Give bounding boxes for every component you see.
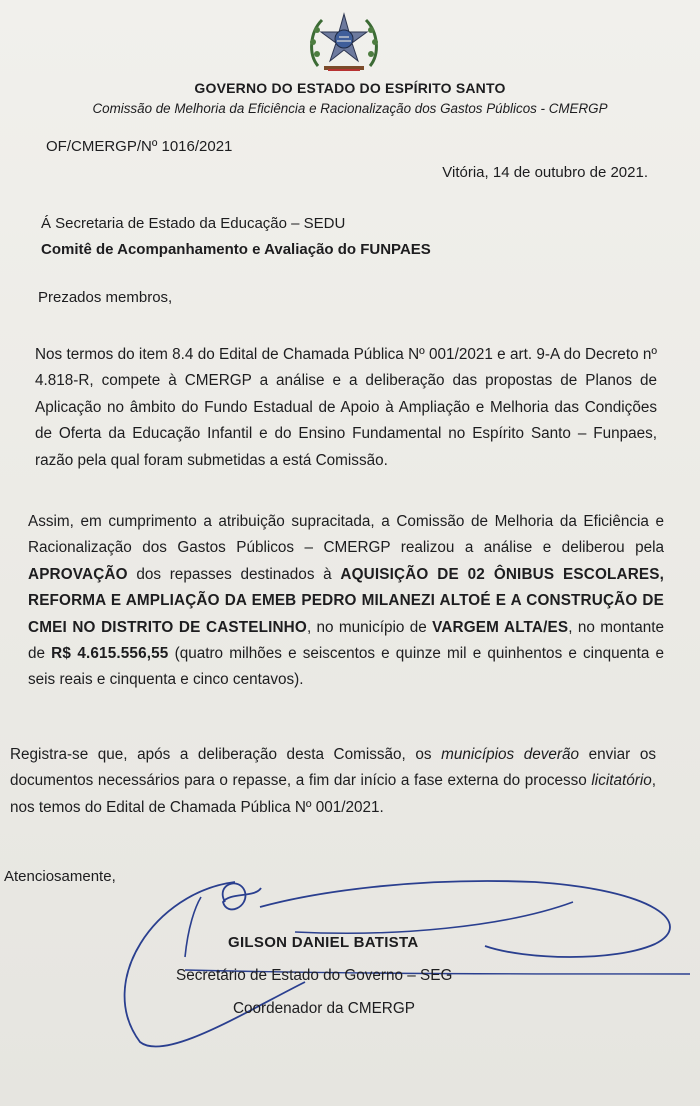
paragraph-2-text-3: , no município de	[306, 618, 433, 636]
signatory-coordinator: Coordenador da CMERGP	[233, 1000, 415, 1017]
handwritten-signature	[95, 862, 695, 1062]
state-coat-of-arms-icon	[304, 8, 384, 78]
recipient-line-2: Comitê de Acompanhamento e Avaliação do FUNPAES	[41, 241, 431, 258]
greeting: Prezados membros,	[38, 289, 173, 306]
paragraph-3-italic-2: licitatório	[591, 772, 652, 790]
paragraph-1: Nos termos do item 8.4 do Edital de Chamada Pública Nº 001/2021 e art. 9-A do Decreto nº 4.818-R, compete à CMERGP a análise e a deliberação das propostas de Planos de Aplicação no âmbito do Fundo Estadual de Apoio à Ampliação e Melhoria das Condições de Oferta da Educação Infantil e do Ensino Fundamental no Espírito Santo – Funpaes, razão pela qual foram submetidas a está Comissão.	[35, 346, 657, 469]
paragraph-3-italic-1: municípios deverão	[441, 746, 580, 763]
paragraph-3-text-3: , nos temos do Edital de Chamada Pública Nº 001/2021.	[10, 772, 656, 816]
paragraph-3-text-2: enviar os documentos necessários para o repasse, a fim dar início a fase externa do processo	[10, 746, 656, 790]
municipality-name: VARGEM ALTA/ES	[432, 618, 569, 636]
signatory-name: GILSON DANIEL BATISTA	[228, 934, 419, 951]
paragraph-2-text-5: (quatro milhões e seiscentos e quinze mil e quinhentos e cinquenta e seis reais e cinquenta e cinco centavos).	[28, 645, 665, 689]
closing: Atenciosamente,	[4, 868, 116, 885]
paragraph-3	[10, 742, 656, 821]
project-description: AQUISIÇÃO DE 02 ÔNIBUS ESCOLARES, REFORMA E AMPLIAÇÃO DA EMEB PEDRO MILANEZI ALTOÉ E A CONSTRUÇÃO DE CMEI NO DISTRITO DE CASTELINHO	[28, 565, 664, 636]
paragraph-3-text-1: Registra-se que, após a deliberação desta Comissão, os	[10, 746, 442, 763]
commission-subtitle: Comissão de Melhoria da Eficiência e Racionalização dos Gastos Públicos - CMERGP	[92, 101, 608, 116]
signatory-role: Secretário de Estado do Governo – SEG	[176, 967, 453, 984]
recipient-line-1: Á Secretaria de Estado da Educação – SEDU	[41, 215, 346, 232]
paragraph-2-text-2: dos repasses destinados à	[127, 565, 341, 583]
paragraph-2-text-4: , no montante de	[28, 618, 664, 663]
approval-emphasis: APROVAÇÃO	[28, 565, 128, 583]
amount-value: R$ 4.615.556,55	[51, 645, 169, 663]
paragraph-2	[28, 509, 664, 694]
oficio-number: OF/CMERGP/Nº 1016/2021	[46, 138, 233, 155]
letter-date: Vitória, 14 de outubro de 2021.	[442, 164, 648, 181]
paragraph-2-text-1: Assim, em cumprimento a atribuição supracitada, a Comissão de Melhoria da Eficiência e Racionalização dos Gastos Públicos – CMERGP realizou a análise e deliberou pela	[28, 513, 664, 557]
government-title: GOVERNO DO ESTADO DO ESPÍRITO SANTO	[194, 80, 506, 96]
